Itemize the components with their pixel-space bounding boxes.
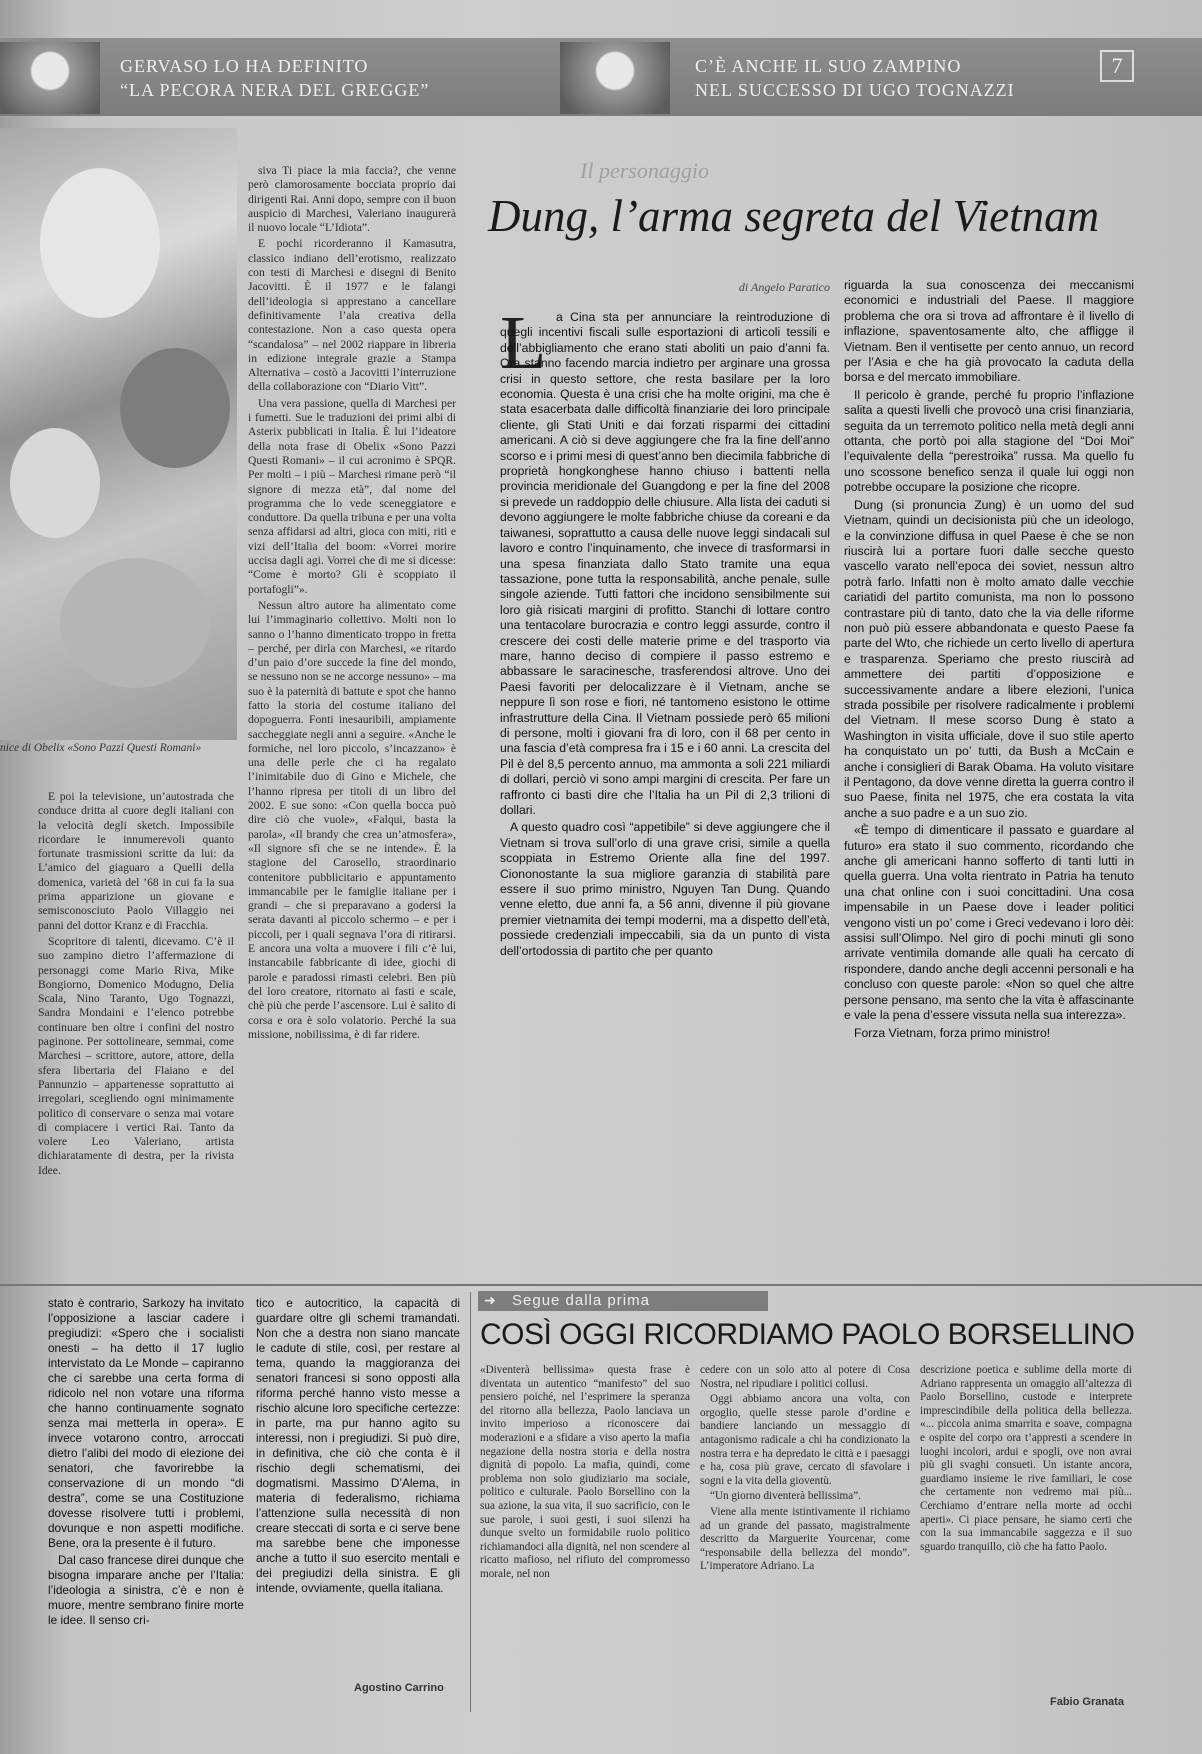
paragraph: Viene alla mente istintivamente il richiamo ad un grande del passato, magistralmente descritto da Marguerite Yourcenar, come “responsabile della bellezza del mondo”. L’imperatore Adriano. La <box>700 1505 910 1573</box>
paragraph: E pochi ricorderanno il Kamasutra, classico indiano dell’erotismo, realizzato con testi di Marchesi e disegni di Benito Jacovitti. È il 1977 e le falangi dell’ideologia si apprestano a cancellare definitivamente l’ala creativa della contestazione. Non a caso questa opera “scandalosa” – nel 2002 riappare in libreria in edizione integrale grazie a Stampa Alternativa – costò a Jacovitti l’interruzione della collaborazione con “Diario Vitt”. <box>248 237 456 394</box>
header-left-line2: “LA PECORA NERA DEL GREGGE” <box>120 80 430 100</box>
paragraph: A questo quadro così “appetibile” si deve aggiungere che il Vietnam si trova sull’orlo di una grave crisi, simile a quella scoppiata in Estremo Oriente alla fine del 1997. Ciononostante la sua migliore garanzia di stabilità pare essere il suo primo ministro, Nguyen Tan Dung. Quando venne eletto, due anni fa, a 56 anni, divenne il più giovane premier vietnamita dei tempi moderni, ma a dispetto dell’età, possiede credenziali impeccabili, sia da un punto di vista dell’ortodossia di partito che per quanto <box>500 820 830 958</box>
left-story-col2 <box>248 164 456 1270</box>
cartoon-figure-shape <box>60 558 210 688</box>
left-story-col1 <box>38 790 234 1270</box>
cartoon-caption: nice di Obelix «Sono Pazzi Questi Romani» <box>0 742 202 754</box>
paragraph: Dal caso francese direi dunque che bisogna imparare anche per l’Italia: l’ideologia a sinistra, c’è e non è muore, mentre sembrano finire morte le idee. Il senso cri- <box>48 1553 244 1627</box>
article-headline: Dung, l’arma segreta del Vietnam <box>488 191 1100 241</box>
paragraph: Una vera passione, quella di Marchesi per i fumetti. Sue le traduzioni dei primi albi di Asterix pubblicati in Italia. È lui l’ideatore della nota frase di Obelix «Sono Pazzi Questi Romani» – il cui acronimo è SPQR. Per molti – i più – Marchesi rimane però “il signore di mezza età”, dal nome del programma che lo vede sceneggiatore e conduttore. Da quella tribuna e per una volta senza affidarsi ad altri, gioca con miti, riti e vizi dell’Italia del boom: «Vorrei morire uccisa dagli agi. Vorrei che di me si dicesse: “Come è morto? Gli è scoppiato il portafogli”». <box>248 396 456 596</box>
section-divider <box>0 1284 1202 1286</box>
arrow-right-icon: ➜ <box>484 1294 496 1309</box>
paragraph: Nessun altro autore ha alimentato come lui l’immaginario collettivo. Molti non lo sanno o l’hanno dimenticato troppo in fretta – perché, per dirla con Marchesi, «e ritardo d’un paio d’ore succede la fine del mondo, se nessuno non se ne accorge nessuno» – ma suo è la paternità di battute e spot che hanno fatto la storia del costume italiano del dopoguerra. Fonti inesauribili, ampiamente saccheggiate negli anni a seguire. «Anche le formiche, nel loro piccolo, s’incazzano» è una delle perle che ci ha regalato l’inimitabile duo di Gino e Michele, che l’hanno ripresa per titoli di un libro del 2002. E sue sono: «Con quella bocca può dire ciò che vuole», «Falqui, basta la parola», «Il brandy che crea un’atmosfera», «Il signore sfì che se ne intende». È la stagione del Carosello, straordinario contenitore pubblicitario e appuntamento immancabile per le famiglie italiane per i grandi – che si preparavano a godersi la serata davanti al piccolo schermo – e per i piccoli, per i quali segnava l’ora di ritirarsi. E ancora una volta a muovere i fili c’è lui, instancabile fabbricante di idee, giochi di parole e paradossi rimasti celebri. Ben più del loro creatore, ritornato ai fasti e scale, chè più che perde l’ascensore. Lui è salito di corsa e ora è solo volatorio. Perché la sua missione, nobilissima, è di far ridere. <box>248 598 456 1041</box>
header-left-text <box>120 54 560 102</box>
bottom-right-col1 <box>480 1364 690 1694</box>
portrait-photo-right <box>560 42 670 114</box>
section-label: Segue dalla prima <box>478 1291 768 1311</box>
paragraph: stato è contrario, Sarkozy ha invitato l’opposizione a lasciar cadere i pregiudizi: «Spero che i socialisti onesti – ha detto il 17 luglio intervistato da Le Monde – capiranno che ci sarebbe una certa forma di ridicolo nel non votare una riforma che hanno continuamente sognato senza mai metterla in opera». E invece votarono contro, arroccati dietro l’alibi del modo di elezione dei senatori, che favorirebbe la conservazione di un mondo “di destra”, come se una Costituzione dovesse risolvere tutti i problemi, dovunque e non aspetti modifiche. Bene, ora la presente è il futuro. <box>48 1296 244 1550</box>
paragraph: siva Ti piace la mia faccia?, che venne però clamorosamente bocciata proprio dai dirigenti Rai. Anni dopo, sempre con il buon auspicio di Marchesi, Valeriano inaugurerà il nuovo locale “L’Idiota”. <box>248 164 456 235</box>
paragraph: E poi la televisione, un’autostrada che conduce dritta al cuore degli italiani con la velocità degli sketch. Impossibile ricordare le innumerevoli quanto fortunate trasmissioni scritte da lui: da L’amico del giaguaro a Quelli della domenica, varietà del ’68 in cui fa la sua prima apparizione un giovane e semisconosciuto Paolo Villaggio nei panni del dottor Kranz e di Fracchia. <box>38 790 234 932</box>
header-right-line1: C’È ANCHE IL SUO ZAMPINO <box>695 56 962 76</box>
drop-cap: L <box>500 301 547 385</box>
paragraph: «È tempo di dimenticare il passato e guardare al futuro» era stato il suo commento, ricordando che anche gli americani hanno sofferto di tanti lutti in quella guerra. Una volta rientrato in Patria ha tenuto una chat online con i suoi concittadini. Una cosa impensabile in un Paese dove i leader politici vengono visti un po’ come i Greci vedevano i loro dèi: assisi sull’Olimpo. Nel giro di pochi minuti gli sono arrivate ventimila domande alle quali ha cercato di rispondere, dando anche degli accenni personali e ha concluso con queste parole: «Non so quel che altre persone pensano, ma sento che la vita è affascinante e vale la pena d’essere vissuta nella sua interezza». <box>844 823 1134 1023</box>
portrait-photo-left <box>0 42 100 114</box>
column-rule <box>470 1292 471 1712</box>
paragraph: a Cina sta per annunciare la reintroduzione di quegli incentivi fiscali sulle esportazioni di articoli tessili e dell’abbigliamento che erano stati aboliti un paio d’anni fa. Ora stanno facendo marcia indietro per arginare una grossa crisi in questo settore, che resta basilare per la loro economia. Questa è una crisi che ha molte origini, ma che è stata esacerbata dalle difficoltà finanziarie dei loro principale cliente, gli Stati Uniti e dai forzati risparmi dei cittadini americani. A ciò si deve aggiungere che fra la fine dell’anno scorso e i primi mesi di quest’anno ben diecimila fabbriche di proprietà hongkonghese hanno chiuso i battenti nella provincia meridionale del Guangdong e per la fine del 2008 si prevede un raddoppio delle chiusure. Alla lista dei caduti si devono aggiungere le molte fabbriche chiuse da coreani e da taiwanesi, soprattutto a causa delle nuove leggi sindacali sul lavoro e contro l’inquinamento, che invece di trasformarsi in una spesa finanziata dallo Stato tramite una equa tassazione, pone tutta la responsabilità, anche penale, sulle singole aziende. Tutti fattori che incidono sensibilmente sui loro già risicati margini di profitto. Stanchi di lottare contro una tentacolare burocrazia e contro leggi assurde, contro il crescere dei costi delle materie prime e del trasporto via mare, hanno deciso di compiere il passo estremo e abbassare le saracinesche, trasferendosi altrove. Uno dei Paesi favoriti per delocalizzare è il Vietnam, anche se neppure lì son rose e fiori, né tantomeno esistono le ottime infrastrutture della Cina. Il Vietnam possiede però 65 milioni di persone, molti i giovani fra di loro, con il 68 per cento in una fascia d’età compresa fra i 15 e i 60 anni. La crescita del Pil è del 8,5 percento annuo, ma ammonta a soli 221 miliardi di dollari, perciò vi sono ampi margini di crescita. Per fare un raffronto ci basti dire che l’Italia ha un Pil di 2,3 trilioni di dollari. <box>500 310 830 817</box>
bottom-left-signature: Agostino Carrino <box>354 1682 444 1694</box>
paragraph: «Diventerà bellissima» questa frase è diventata un autentico “manifesto” del suo pensiero poiché, nel l’esprimere la speranza del ritorno alla bellezza, Paolo lanciava un invito imperioso a riconoscere dai moderazioni e a sfidare a viso aperto la mafia negazione della nostra storia e della nostra dignità di popolo. La mafia, quindi, come problema non solo giudiziario ma sociale, politico e culturale. Paolo Borsellino con la sua azione, la sua vita, il suo sacrificio, con le sue parole, i suoi gesti, i suoi silenzi ha dunque svelto un formidabile ruolo politico richiamandoci alla dignità, nel non scendere al ricatto mafioso, nel rifiuto del compromesso morale, nel non <box>480 1364 690 1580</box>
page-number: 7 <box>1100 50 1134 82</box>
paragraph: “Un giorno diventerà bellissima”. <box>710 1490 861 1503</box>
paragraph: riguarda la sua conoscenza dei meccanismi economici e industriali del Paese. Il maggiore problema che ora si trova ad affrontare è il livello di inflazione, spaventosamente alto, che affligge il Vietnam. Ben il ventisette per cento annuo, un record per l’Asia e che ha già provocato la caduta della borsa e del mercato immobiliare. <box>844 278 1134 385</box>
header-left-line1: GERVASO LO HA DEFINITO <box>120 56 369 76</box>
paragraph: Il pericolo è grande, perché fu proprio l’inflazione salita a questi livelli che provocò una crisi finanziaria, seguita da un terremoto politico nella metà degli anni ottanta, che portò poi alla stagione del “Doi Moi” l’equivalente della “perestroika” russa. Ma quello fu uno scossone benefico senza il quale lui oggi non potrebbe occupare la posizione che ricopre. <box>844 387 1134 495</box>
article-byline: di Angelo Paratico <box>738 280 830 294</box>
paragraph: Dung (si pronuncia Zung) è un uomo del sud Vietnam, quindi un decisionista più che un ideologo, e la convinzione diffusa in quel Paese è che se non riuscirà lui a portare fuori dalle secche questo vascello varato nell’epoca dei soviet, nessun altro potrà farlo. Infatti non è molto amato dalle vecchie cariatidi del partito comunista, ma non lo possono contrastare più di tanto, dato che la via delle riforme non può più essere abbandonata e questo Paese fa parte del Wto, che richiede un certo livello di apertura e trasparenza. Speriamo che presto riuscirà ad ammettere dei partiti d’opposizione e successivamente andare a libere elezioni, l’unica strada possibile per risolvere radicalmente i problemi del Vietnam. Il mese scorso Dung è stato a Washington in visita ufficiale, dove il suo stile aperto ha conquistato un po’ tutti, da Bush a McCain e anche i consiglieri di Barak Obama. Ha voluto visitare il Pentagono, da dove venne diretta la guerra contro il suo Paese, finita nel 1975, che era costata la vita anche a suo padre e a un suo zio. <box>844 497 1134 820</box>
paragraph: Oggi abbiamo ancora una volta, con orgoglio, quelle stesse parole d’ordine e bandiere lanciando un messaggio di antagonismo radicale a chi ha condizionato la nostra terra e ha depredato le città e i paesaggi e ha, cosa più grave, cercato di sfavolare i sogni e la vita della gioventù. <box>700 1393 910 1487</box>
bottom-headline: COSÌ OGGI RICORDIAMO PAOLO BORSELLINO <box>480 1318 1135 1351</box>
article-kicker: Il personaggio <box>580 158 709 183</box>
cartoon-figure-shape <box>40 168 160 318</box>
bottom-right-col2 <box>700 1364 910 1694</box>
header-right-text <box>695 54 1125 102</box>
paragraph: cedere con un solo atto al potere di Cosa Nostra, nel ripudiare i politici collusi. <box>700 1364 910 1390</box>
paragraph: tico e autocritico, la capacità di guardare oltre gli schemi tramandati. Non che a destra non siano mancate le cadute di stile, così, per restare al tema, quando la maggioranza dei senatori francesi si sono opposti alla riforma perché hanno visto messe a rischio alcune loro specifiche certezze: in parte, ma pur hanno agito su interessi, non i pregiudizi. Si può dire, in definitiva, che ciò che conta è il rischio degli schematismi, dei dogmatismi. Massimo D’Alema, in materia di federalismo, richiama l’attenzione sulla necessità di non creare steccati di sorta e ci serve bene ma sarebbe bene che imponesse anche a tutto il suo esercito mentali e dei pregiudizi della sinistra. E gli intende, ovviamente, quella italiana. <box>256 1296 460 1595</box>
paragraph: Scopritore di talenti, dicevamo. C’è il suo zampino dietro l’affermazione di personaggi come Mario Riva, Mike Bongiorno, Domenico Modugno, Delia Scala, Nino Taranto, Ugo Tognazzi, Sandra Mondaini e l’elenco potrebbe continuare ben oltre i confini del nostro paginone. Per sottolineare, semmai, come Marchesi – scrittore, autore, attore, della sfera libertaria del Flaiano e del Pannunzio – appartenesse soprattutto ai irregolari, scegliendo ogni minimamente politico di conservare o senza mai votare di compiacere i vertici Rai. Tanto da volere Leo Valeriano, artista dichiaratamente di destra, per la rivista Idee. <box>38 934 234 1177</box>
header-right-line2: NEL SUCCESSO DI UGO TOGNAZZI <box>695 80 1015 100</box>
bottom-left-col2 <box>256 1296 460 1676</box>
article-col1-body <box>500 310 830 1240</box>
cartoon-illustration <box>0 128 237 740</box>
article-col2 <box>844 278 1134 1240</box>
cartoon-figure-shape <box>120 348 230 468</box>
bottom-left-col1 <box>48 1296 244 1712</box>
bottom-right-col3 <box>920 1364 1132 1690</box>
cartoon-figure-shape <box>10 428 100 538</box>
paragraph: descrizione poetica e sublime della morte di Adriano rappresenta un omaggio all’altezza di Paolo Borsellino, custode e interprete imprescindibile della politica della bellezza. «... piccola anima smarrita e soave, compagna e ospite del corpo ora t’appresti a scendere in luoghi incolori, ardui e spogli, ove non avrai più gli svaghi consueti. Un istante ancora, guardiamo insieme le rive familiari, le cose che certamente non vedremo mai più... Cerchiamo d’entrare nella morte ad occhi aperti». Ci piace pensare, he siamo certi che con la sua immancabile saggezza e il suo sguardo tranquillo, ciò che ha fatto Paolo. <box>920 1364 1132 1553</box>
paragraph: Forza Vietnam, forza primo ministro! <box>854 1025 1051 1040</box>
bottom-right-signature: Fabio Granata <box>1050 1696 1124 1708</box>
